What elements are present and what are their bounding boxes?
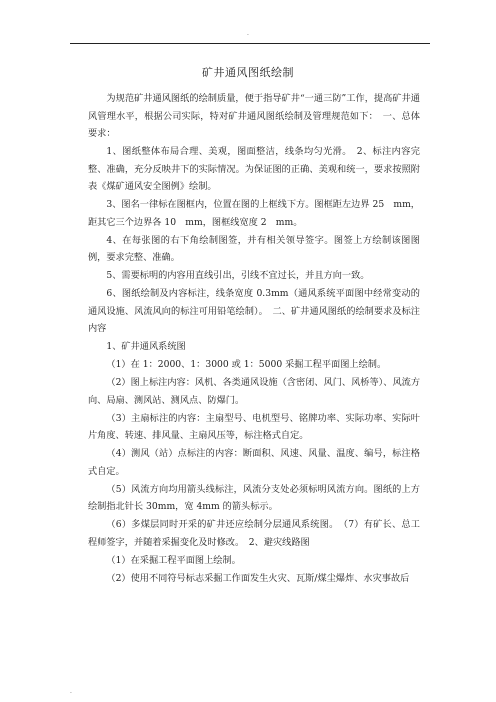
paragraph: （2）使用不同符号标志采掘工作面发生火灾、瓦斯/煤尘爆炸、水灾事故后 <box>106 572 410 584</box>
paragraph: （6）多煤层同时开采的矿井还应绘制分层通风系统图。 （7）有矿长、总工程师签字，并随着采掘变化及时修改。 2、避灾线路图 <box>88 519 420 548</box>
paragraph: （1）在 1：2000、1：3000 或 1：5000 采掘工程平面图上绘制。 <box>106 359 387 370</box>
paragraph: （2）图上标注内容：风机、各类通风设施（含密闭、风门、风桥等）、风流方向、局扇、测风站、测风点、防爆门。 <box>88 377 421 406</box>
section-heading: 1、矿井通风系统图 <box>106 341 186 352</box>
paragraph: 3、图名一律标在图框内，位置在图的上框线下方。图框距左边界 25 mm，距其它三个边界各 10 mm，图框线宽度 2 mm。 <box>88 199 420 228</box>
paragraph: （3）主扇标注的内容：主扇型号、电机型号、铭牌功率、实际功率、实际叶片角度、转速、排风量、主扇风压等，标注格式自定。 <box>88 412 420 441</box>
page-title: 矿井通风图纸绘制 <box>202 66 294 79</box>
paragraph: 5、需要标明的内容用直线引出，引线不宜过长，并且方向一致。 <box>106 270 370 281</box>
paragraph: （1）在采掘工程平面图上绘制。 <box>106 554 241 566</box>
paragraph: 4、在每张图的右下角绘制图签，并有相关领导签字。图签上方绘制该图图例，要求完整、准确。 <box>88 234 420 263</box>
paragraph: （5）风流方向均用箭头线标注，风流分支处必须标明风流方向。图纸的上方绘制指北针长 30mm，宽 4mm 的箭头标示。 <box>88 483 420 512</box>
paragraph-intro: 为规范矿井通风图纸的绘制质量，便于指导矿井“一通三防”工作，提高矿井通风管理水平，根据公司实际，特对矿井通风图纸绘制及管理规范如下： 一、总体要求： <box>88 93 420 139</box>
header-mark: . <box>247 30 249 37</box>
header-rule <box>70 43 430 44</box>
paragraph: （4）测风（站）点标注的内容：断面积、风速、风量、温度、编号，标注格式自定。 <box>88 448 420 477</box>
paragraph: 1、图纸整体布局合理、美观，图面整洁，线条均匀光滑。 2、标注内容完整、准确，充分反映井下的实际情况。为保证图的正确、美观和统一，要求按照附表《煤矿通风安全图例》绘制。 <box>88 146 420 192</box>
document-body <box>88 90 420 588</box>
footer-mark: . <box>70 688 72 695</box>
paragraph: 6、图纸绘制及内容标注，线条宽度 0.3mm（通风系统平面图中经常变动的通风设施、风流风向的标注可用铅笔绘制）。 二、矿井通风图纸的绘制要求及标注内容 <box>88 288 420 334</box>
